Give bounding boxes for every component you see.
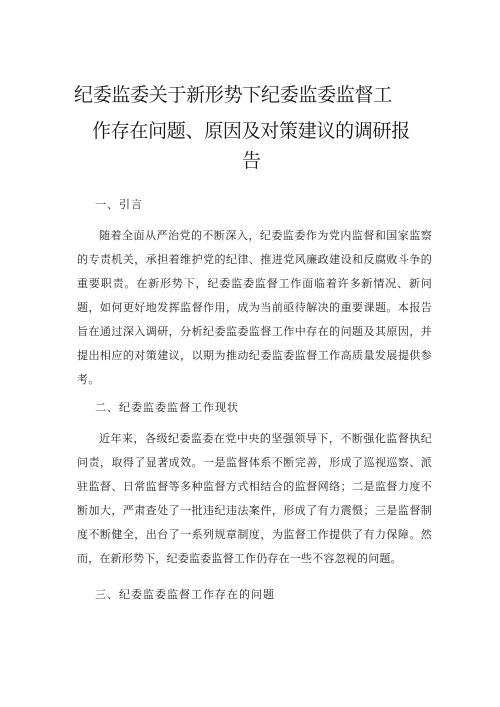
- document-body: [77, 195, 432, 614]
- title-line-3: 告: [242, 150, 261, 172]
- section-heading-status: 二、纪委监委监督工作现状: [95, 401, 239, 414]
- section-paragraph-introduction: 随着全面从严治党的不断深入，纪委监委作为党内监督和国家监察的专责机关，承担着维护党的纪律、推进党风廉政建设和反腐败斗争的重要职责。在新形势下，纪委监委监督工作面临着许多新情况、新问题，如何更好地发挥监督作用，成为当前亟待解决的重要课题。本报告旨在通过深入调研，分析纪委监委监督工作中存在的问题及其原因，并提出相应的对策建议，以期为推动纪委监委监督工作高质量发展提供参考。: [77, 229, 432, 386]
- document-title: [40, 84, 460, 172]
- section-heading-problems: 三、纪委监委监督工作存在的问题: [95, 588, 275, 601]
- title-line-1: 纪委监委关于新形势下纪委监委监督工: [74, 84, 392, 106]
- title-line-2: 作存在问题、原因及对策建议的调研报: [92, 120, 410, 142]
- section-paragraph-status: 近年来，各级纪委监委在党中央的坚强领导下，不断强化监督执纪问责，取得了显著成效。一是监督体系不断完善，形成了巡视巡察、派驻监督、日常监督等多种监督方式相结合的监督网络；二是监督力度不断加大，严肃查处了一批违纪违法案件，形成了有力震慑；三是监督制度不断健全，出台了一系列规章制度，为监督工作提供了有力保障。然而，在新形势下，纪委监委监督工作仍存在一些不容忽视的问题。: [77, 432, 432, 565]
- section-heading-introduction: 一、引言: [95, 198, 143, 211]
